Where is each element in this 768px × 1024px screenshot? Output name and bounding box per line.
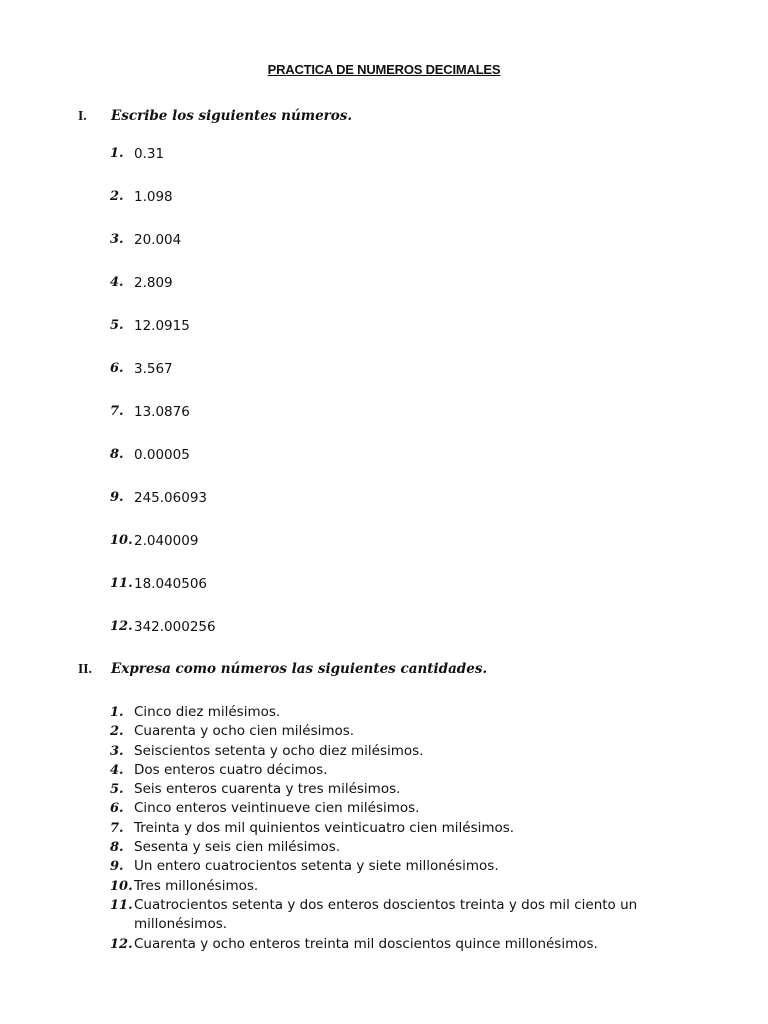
list-item bbox=[110, 819, 670, 838]
item-number: 5. bbox=[110, 782, 124, 798]
item-text: Cuarenta y ocho cien milésimos. bbox=[134, 723, 355, 740]
item-number: 7. bbox=[110, 820, 124, 836]
list-item bbox=[110, 838, 670, 857]
item-number: 11. bbox=[110, 897, 133, 913]
item-text: 0.00005 bbox=[134, 447, 190, 463]
list-item bbox=[110, 780, 670, 799]
item-number: 6. bbox=[110, 361, 124, 376]
item-text: Cinco enteros veintinueve cien milésimos. bbox=[134, 800, 420, 817]
item-text: Un entero cuatrocientos setenta y siete millonésimos. bbox=[134, 858, 499, 875]
item-number: 7. bbox=[110, 404, 124, 419]
list-item bbox=[110, 189, 216, 232]
item-text: 245.06093 bbox=[134, 490, 208, 506]
item-text: Tres millonésimos. bbox=[134, 877, 259, 894]
item-number: 1. bbox=[110, 705, 124, 720]
list-item bbox=[110, 447, 216, 490]
item-text: 342.000256 bbox=[134, 619, 216, 635]
item-text: Sesenta y seis cien milésimos. bbox=[134, 839, 341, 856]
item-text: 3.567 bbox=[134, 361, 173, 377]
list-item bbox=[110, 896, 670, 935]
item-text: 20.004 bbox=[134, 232, 182, 248]
item-text: 13.0876 bbox=[134, 404, 190, 420]
item-text: Treinta y dos mil quinientos veinticuatro cien milésimos. bbox=[134, 819, 515, 836]
list-item bbox=[110, 742, 670, 761]
item-text: Cuatrocientos setenta y dos enteros doscientos treinta y dos mil ciento un millonésimos. bbox=[134, 896, 638, 933]
list-item bbox=[110, 232, 216, 275]
list-item bbox=[110, 146, 216, 189]
item-number: 4. bbox=[110, 762, 124, 778]
item-text: Cuarenta y ocho enteros treinta mil doscientos quince millonésimos. bbox=[134, 935, 598, 952]
list-item bbox=[110, 404, 216, 447]
list-item bbox=[110, 703, 670, 722]
list-item bbox=[110, 722, 670, 741]
section-numeral-1: I. bbox=[78, 108, 87, 123]
item-number: 8. bbox=[110, 840, 124, 856]
list-item bbox=[110, 490, 216, 533]
item-number: 9. bbox=[110, 490, 124, 505]
item-text: Cinco diez milésimos. bbox=[134, 704, 281, 720]
page-title: PRACTICA DE NUMEROS DECIMALES bbox=[267, 62, 501, 77]
list-item bbox=[110, 361, 216, 404]
item-text: Seiscientos setenta y ocho diez milésimos. bbox=[134, 742, 424, 759]
item-number: 10. bbox=[110, 533, 133, 548]
item-number: 1. bbox=[110, 146, 124, 161]
item-number: 10. bbox=[110, 878, 133, 894]
list-item bbox=[110, 576, 216, 619]
section-heading-1 bbox=[78, 108, 352, 124]
list-item bbox=[110, 619, 216, 662]
item-text: 2.040009 bbox=[134, 533, 199, 549]
item-text: 18.040506 bbox=[134, 576, 208, 592]
item-number: 11. bbox=[110, 576, 133, 591]
list-item bbox=[110, 533, 216, 576]
item-text: Dos enteros cuatro décimos. bbox=[134, 761, 328, 778]
section-heading-text-2: Expresa como números las siguientes cantidades. bbox=[111, 661, 488, 677]
list-item bbox=[110, 877, 670, 896]
item-number: 2. bbox=[110, 189, 124, 204]
item-number: 12. bbox=[110, 619, 133, 634]
item-number: 6. bbox=[110, 801, 124, 817]
list-item bbox=[110, 935, 670, 954]
item-text: 12.0915 bbox=[134, 318, 190, 334]
item-number: 9. bbox=[110, 859, 124, 875]
list-item bbox=[110, 761, 670, 780]
section-numeral-2: II. bbox=[78, 661, 92, 676]
section-heading-text-1: Escribe los siguientes números. bbox=[111, 108, 353, 124]
item-number: 3. bbox=[110, 232, 124, 247]
item-number: 12. bbox=[110, 936, 133, 952]
item-text: 2.809 bbox=[134, 275, 173, 291]
list-item bbox=[110, 799, 670, 818]
item-text: 0.31 bbox=[134, 146, 165, 162]
item-number: 2. bbox=[110, 724, 124, 740]
item-number: 4. bbox=[110, 275, 124, 290]
numbers-list bbox=[110, 146, 216, 662]
item-number: 8. bbox=[110, 447, 124, 462]
quantities-list bbox=[110, 703, 670, 954]
item-text: Seis enteros cuarenta y tres milésimos. bbox=[134, 781, 401, 798]
list-item bbox=[110, 857, 670, 876]
list-item bbox=[110, 275, 216, 318]
item-number: 3. bbox=[110, 743, 124, 759]
item-text: 1.098 bbox=[134, 189, 173, 205]
list-item bbox=[110, 318, 216, 361]
section-heading-2 bbox=[78, 661, 487, 677]
item-number: 5. bbox=[110, 318, 124, 333]
